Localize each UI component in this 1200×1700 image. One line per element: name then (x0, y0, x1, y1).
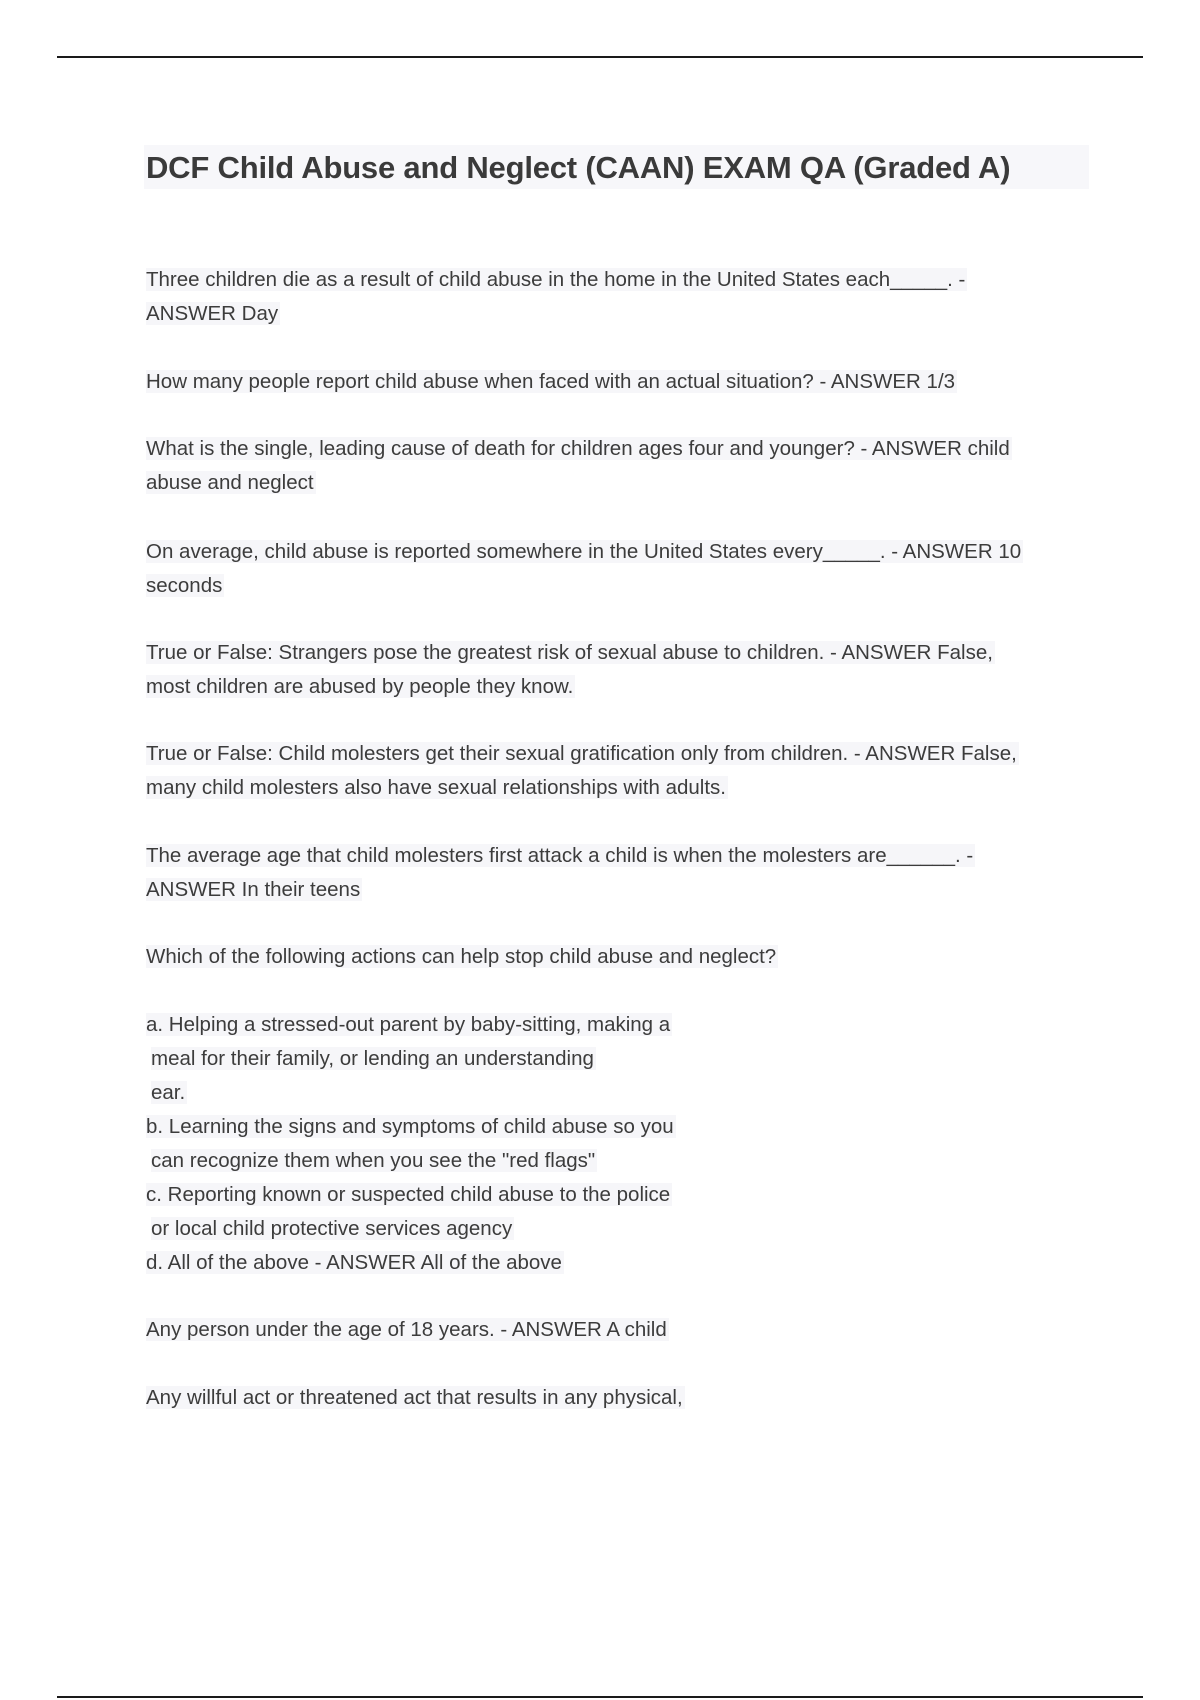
qa-line: Any willful act or threatened act that results in any physical, (146, 1386, 683, 1409)
qa-line: Which of the following actions can help stop child abuse and neglect? (146, 945, 777, 968)
qa-item-4 (146, 535, 1086, 603)
qa-line: On average, child abuse is reported somewhere in the United States every_____. - ANSWER 10 (146, 540, 1022, 563)
qa-line: What is the single, leading cause of death for children ages four and younger? - ANSWER child (146, 437, 1010, 460)
qa-line: Any person under the age of 18 years. - ANSWER A child (146, 1318, 667, 1341)
option-d-line: d. All of the above - ANSWER All of the above (146, 1251, 562, 1274)
qa-line: True or False: Strangers pose the greatest risk of sexual abuse to children. - ANSWER False, (146, 641, 993, 664)
option-a-line: ear. (151, 1081, 186, 1104)
document-title: DCF Child Abuse and Neglect (CAAN) EXAM QA (Graded A) (146, 150, 1011, 185)
option-b-line: can recognize them when you see the "red flags" (151, 1149, 596, 1172)
qa-item-11 (146, 1381, 1086, 1415)
qa-item-6 (146, 737, 1086, 805)
qa-line: Three children die as a result of child abuse in the home in the United States each_____. - (146, 268, 966, 291)
qa-item-1 (146, 263, 1086, 331)
header-rule (57, 56, 1143, 58)
option-b-line: b. Learning the signs and symptoms of child abuse so you (146, 1115, 674, 1138)
qa-item-8 (146, 940, 1086, 974)
qa-item-3 (146, 432, 1086, 500)
qa-line: many child molesters also have sexual relationships with adults. (146, 776, 726, 799)
qa-line: The average age that child molesters first attack a child is when the molesters are______. - (146, 844, 974, 867)
qa-line: ANSWER Day (146, 302, 279, 325)
qa-item-10 (146, 1313, 1086, 1347)
option-c-line: or local child protective services agency (151, 1217, 513, 1240)
qa-item-2 (146, 365, 1086, 399)
qa-line: True or False: Child molesters get their sexual gratification only from children. - ANSWER False, (146, 742, 1017, 765)
qa-item-9-options (146, 1008, 1086, 1280)
qa-line: most children are abused by people they know. (146, 675, 574, 698)
qa-line: How many people report child abuse when faced with an actual situation? - ANSWER 1/3 (146, 370, 956, 393)
qa-item-5 (146, 636, 1086, 704)
qa-line: ANSWER In their teens (146, 878, 361, 901)
option-a-line: meal for their family, or lending an understanding (151, 1047, 594, 1070)
qa-line: abuse and neglect (146, 471, 314, 494)
footer-rule (57, 1696, 1143, 1698)
qa-line: seconds (146, 574, 223, 597)
option-a-line: a. Helping a stressed-out parent by baby-sitting, making a (146, 1013, 671, 1036)
qa-item-7 (146, 839, 1086, 907)
option-c-line: c. Reporting known or suspected child abuse to the police (146, 1183, 671, 1206)
